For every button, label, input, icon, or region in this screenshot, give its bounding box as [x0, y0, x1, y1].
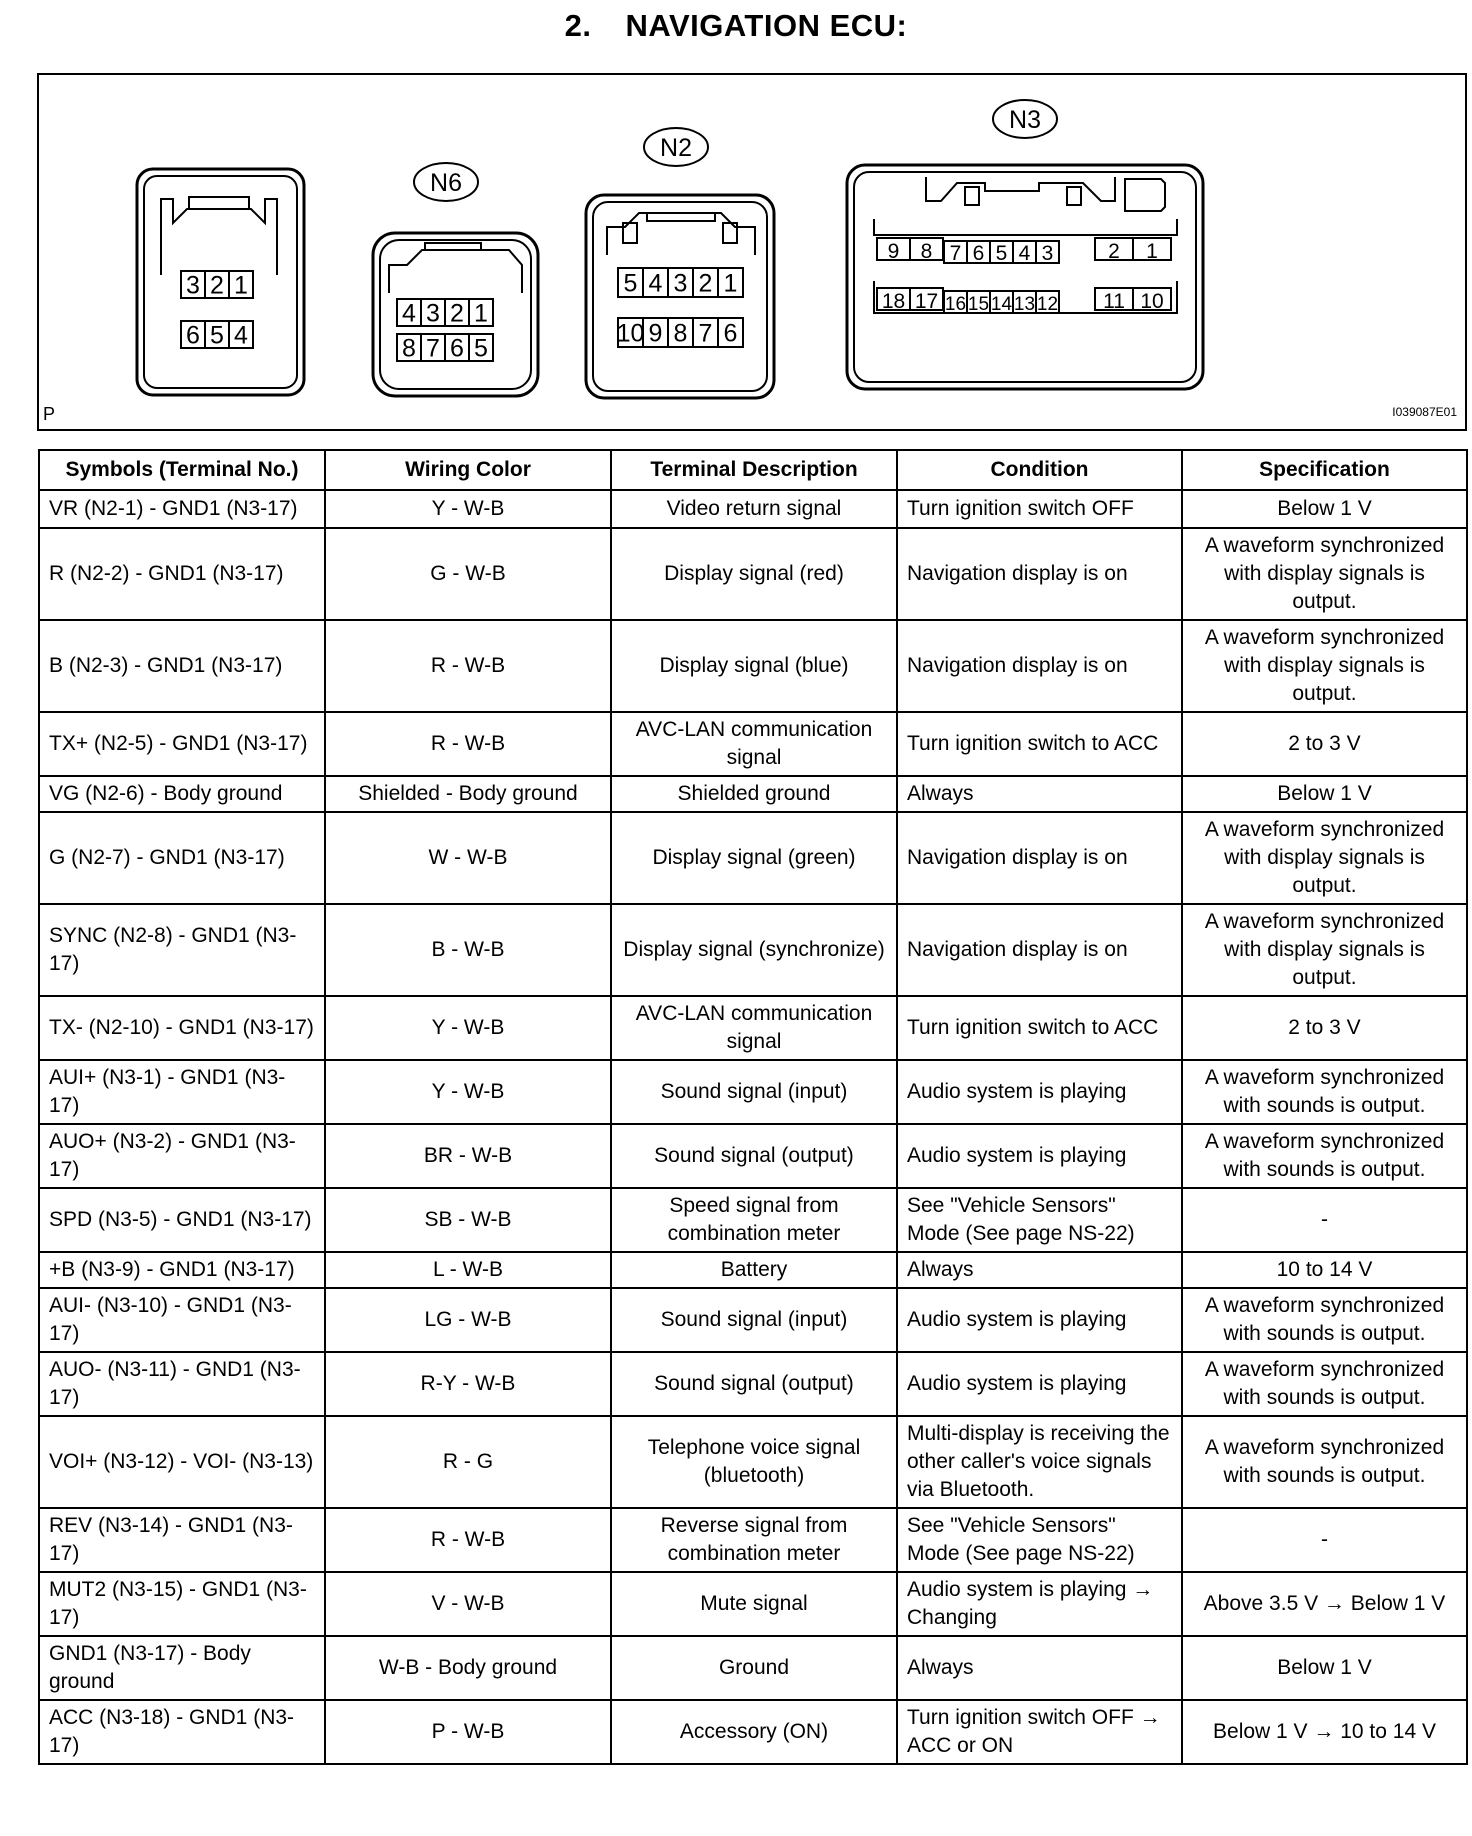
pin-row-top: [397, 299, 493, 328]
corner-label: P: [43, 404, 56, 424]
cell-description: Ground: [611, 1636, 897, 1700]
pin-row-top: [181, 271, 253, 300]
cell-condition: Turn ignition switch to ACC: [897, 712, 1182, 776]
cell-wiring-color: R - W-B: [325, 1508, 611, 1572]
connector-label-n2-oval: [644, 128, 708, 166]
pin-row-bottom: [617, 318, 743, 348]
cell-condition: Navigation display is on: [897, 620, 1182, 712]
cell-specification: 2 to 3 V: [1182, 996, 1467, 1060]
cell-description: Accessory (ON): [611, 1700, 897, 1764]
pin-number: 3: [426, 299, 440, 328]
cell-description: Battery: [611, 1252, 897, 1288]
section-number: 2.: [564, 8, 592, 43]
pin-number: 2: [210, 271, 224, 300]
cell-condition: See "Vehicle Sensors" Mode (See page NS-22): [897, 1188, 1182, 1252]
cell-specification: Below 1 V: [1182, 776, 1467, 812]
cell-specification: A waveform synchronized with sounds is output.: [1182, 1124, 1467, 1188]
pin-number: 7: [949, 242, 962, 265]
cell-symbol: AUO+ (N3-2) - GND1 (N3-17): [39, 1124, 325, 1188]
pin-number: 1: [723, 269, 738, 298]
pin-number: 4: [648, 269, 663, 298]
header-terminal-description: Terminal Description: [611, 450, 897, 490]
pin-number: 7: [426, 334, 440, 363]
cell-symbol: G (N2-7) - GND1 (N3-17): [39, 812, 325, 904]
connector-label: N6: [430, 169, 462, 197]
header-condition: Condition: [897, 450, 1182, 490]
cell-wiring-color: B - W-B: [325, 904, 611, 996]
cell-description: Speed signal from combination meter: [611, 1188, 897, 1252]
section-title: NAVIGATION ECU:: [625, 8, 908, 43]
pin-number: 6: [723, 319, 738, 348]
cell-symbol: SPD (N3-5) - GND1 (N3-17): [39, 1188, 325, 1252]
pin-number: 13: [1013, 294, 1036, 315]
pin-number: 15: [967, 294, 990, 315]
header-symbols: Symbols (Terminal No.): [39, 450, 325, 490]
pin-number: 14: [990, 294, 1013, 315]
pin-number: 18: [881, 290, 906, 313]
cell-symbol: VG (N2-6) - Body ground: [39, 776, 325, 812]
pin-number: 3: [186, 271, 200, 300]
cell-condition: Turn ignition switch OFF → ACC or ON: [897, 1700, 1182, 1764]
header-specification: Specification: [1182, 450, 1467, 490]
connector-label-n6-oval: [414, 163, 478, 201]
table-row: [39, 1416, 1467, 1508]
pin-number: 8: [920, 240, 933, 263]
cell-specification: Above 3.5 V → Below 1 V: [1182, 1572, 1467, 1636]
cell-wiring-color: LG - W-B: [325, 1288, 611, 1352]
pin-number: 11: [1103, 290, 1125, 313]
pin-number: 10: [1140, 290, 1164, 313]
cell-specification: 2 to 3 V: [1182, 712, 1467, 776]
pin-number: 7: [698, 319, 713, 348]
cell-specification: A waveform synchronized with sounds is output.: [1182, 1060, 1467, 1124]
table-row: [39, 1188, 1467, 1252]
connector-n3-housing: [847, 165, 1203, 389]
cell-description: Sound signal (output): [611, 1124, 897, 1188]
n3-pins-bottom-left: [877, 288, 943, 313]
cell-condition: Audio system is playing: [897, 1124, 1182, 1188]
cell-wiring-color: W-B - Body ground: [325, 1636, 611, 1700]
cell-condition: Navigation display is on: [897, 904, 1182, 996]
cell-specification: A waveform synchronized with display signals is output.: [1182, 620, 1467, 712]
pin-number: 2: [1108, 240, 1120, 263]
pin-number: 17: [914, 290, 939, 313]
cell-condition: Always: [897, 1252, 1182, 1288]
cell-condition: See "Vehicle Sensors" Mode (See page NS-22): [897, 1508, 1182, 1572]
cell-description: Sound signal (input): [611, 1288, 897, 1352]
table-row: [39, 1060, 1467, 1124]
table-row: [39, 1572, 1467, 1636]
cell-condition: Always: [897, 1636, 1182, 1700]
cell-condition: Audio system is playing: [897, 1060, 1182, 1124]
cell-symbol: TX- (N2-10) - GND1 (N3-17): [39, 996, 325, 1060]
cell-description: Display signal (blue): [611, 620, 897, 712]
connector-drawing: [39, 75, 1465, 429]
table-row: [39, 620, 1467, 712]
pin-number: 12: [1036, 294, 1059, 315]
cell-wiring-color: Y - W-B: [325, 1060, 611, 1124]
cell-description: Shielded ground: [611, 776, 897, 812]
pin-number: 3: [1041, 242, 1054, 265]
pin-number: 6: [450, 334, 464, 363]
cell-description: Mute signal: [611, 1572, 897, 1636]
cell-condition: Audio system is playing: [897, 1288, 1182, 1352]
cell-symbol: R (N2-2) - GND1 (N3-17): [39, 528, 325, 620]
cell-symbol: AUO- (N3-11) - GND1 (N3-17): [39, 1352, 325, 1416]
cell-symbol: +B (N3-9) - GND1 (N3-17): [39, 1252, 325, 1288]
cell-specification: Below 1 V → 10 to 14 V: [1182, 1700, 1467, 1764]
pin-number: 1: [474, 299, 488, 328]
cell-specification: A waveform synchronized with display signals is output.: [1182, 812, 1467, 904]
cell-symbol: VOI+ (N3-12) - VOI- (N3-13): [39, 1416, 325, 1508]
page-title: [0, 8, 1472, 44]
pin-number: 10: [616, 319, 645, 348]
image-code: I039087E01: [1392, 405, 1457, 419]
pin-number: 2: [450, 299, 464, 328]
cell-specification: -: [1182, 1188, 1467, 1252]
pin-number: 5: [474, 334, 488, 363]
table-row: [39, 1124, 1467, 1188]
pin-row-bottom: [397, 334, 493, 363]
cell-condition: Navigation display is on: [897, 528, 1182, 620]
table-row: [39, 996, 1467, 1060]
cell-specification: -: [1182, 1508, 1467, 1572]
cell-description: AVC-LAN communication signal: [611, 712, 897, 776]
cell-description: Display signal (synchronize): [611, 904, 897, 996]
n3-pins-top-left: [877, 238, 943, 263]
pin-number: 9: [887, 240, 900, 263]
cell-wiring-color: L - W-B: [325, 1252, 611, 1288]
pin-number: 9: [648, 319, 663, 348]
connector-n3-housing-inner: [854, 172, 1196, 382]
cell-symbol: B (N2-3) - GND1 (N3-17): [39, 620, 325, 712]
pin-number: 6: [186, 321, 200, 350]
cell-wiring-color: G - W-B: [325, 528, 611, 620]
cell-symbol: GND1 (N3-17) - Body ground: [39, 1636, 325, 1700]
pin-number: 5: [995, 242, 1008, 265]
cell-condition: Audio system is playing → Changing: [897, 1572, 1182, 1636]
pin-number: 2: [698, 269, 713, 298]
cell-wiring-color: R - W-B: [325, 620, 611, 712]
table-row: [39, 904, 1467, 996]
cell-condition: Multi-display is receiving the other caller's voice signals via Bluetooth.: [897, 1416, 1182, 1508]
cell-condition: Turn ignition switch to ACC: [897, 996, 1182, 1060]
cell-wiring-color: Y - W-B: [325, 490, 611, 528]
pin-number: 4: [1018, 242, 1031, 265]
n3-pins-bottom-middle: [944, 291, 1059, 315]
cell-symbol: REV (N3-14) - GND1 (N3-17): [39, 1508, 325, 1572]
table-row: [39, 1636, 1467, 1700]
cell-wiring-color: R - G: [325, 1416, 611, 1508]
connector-label: N2: [660, 134, 692, 162]
table-row: [39, 490, 1467, 528]
cell-specification: A waveform synchronized with display signals is output.: [1182, 904, 1467, 996]
cell-description: Reverse signal from combination meter: [611, 1508, 897, 1572]
n3-pins-top-middle: [944, 241, 1059, 265]
cell-symbol: MUT2 (N3-15) - GND1 (N3-17): [39, 1572, 325, 1636]
cell-wiring-color: V - W-B: [325, 1572, 611, 1636]
cell-symbol: SYNC (N2-8) - GND1 (N3-17): [39, 904, 325, 996]
cell-specification: A waveform synchronized with sounds is output.: [1182, 1352, 1467, 1416]
cell-description: Display signal (red): [611, 528, 897, 620]
pin-number: 5: [623, 269, 638, 298]
pin-row-bottom: [181, 321, 253, 350]
table-row: [39, 776, 1467, 812]
pin-number: 4: [234, 321, 248, 350]
cell-wiring-color: P - W-B: [325, 1700, 611, 1764]
cell-wiring-color: R-Y - W-B: [325, 1352, 611, 1416]
cell-specification: A waveform synchronized with display signals is output.: [1182, 528, 1467, 620]
cell-condition: Turn ignition switch OFF: [897, 490, 1182, 528]
cell-wiring-color: SB - W-B: [325, 1188, 611, 1252]
pin-number: 8: [673, 319, 688, 348]
cell-specification: Below 1 V: [1182, 1636, 1467, 1700]
cell-wiring-color: BR - W-B: [325, 1124, 611, 1188]
pin-number: 1: [1146, 240, 1158, 263]
cell-specification: A waveform synchronized with sounds is output.: [1182, 1416, 1467, 1508]
n3-pins-top-right: [1095, 238, 1171, 263]
cell-symbol: TX+ (N2-5) - GND1 (N3-17): [39, 712, 325, 776]
header-wiring-color: Wiring Color: [325, 450, 611, 490]
cell-symbol: VR (N2-1) - GND1 (N3-17): [39, 490, 325, 528]
cell-wiring-color: R - W-B: [325, 712, 611, 776]
connector-diagram: [37, 73, 1467, 431]
connector-label-n3-oval: [993, 100, 1057, 138]
pin-number: 5: [210, 321, 224, 350]
pin-number: 1: [234, 271, 248, 300]
table-header-row: [39, 450, 1467, 490]
table-row: [39, 812, 1467, 904]
cell-condition: Always: [897, 776, 1182, 812]
pin-number: 16: [944, 294, 967, 315]
connector-label: N3: [1009, 106, 1041, 134]
pin-number: 8: [402, 334, 416, 363]
table-row: [39, 1288, 1467, 1352]
table-row: [39, 528, 1467, 620]
cell-symbol: AUI- (N3-10) - GND1 (N3-17): [39, 1288, 325, 1352]
table-row: [39, 1352, 1467, 1416]
table-row: [39, 1508, 1467, 1572]
cell-wiring-color: Shielded - Body ground: [325, 776, 611, 812]
cell-specification: A waveform synchronized with sounds is output.: [1182, 1288, 1467, 1352]
cell-description: Video return signal: [611, 490, 897, 528]
cell-wiring-color: Y - W-B: [325, 996, 611, 1060]
cell-specification: Below 1 V: [1182, 490, 1467, 528]
cell-description: AVC-LAN communication signal: [611, 996, 897, 1060]
table-row: [39, 712, 1467, 776]
table-row: [39, 1700, 1467, 1764]
cell-condition: Navigation display is on: [897, 812, 1182, 904]
n3-pins-bottom-right: [1095, 288, 1171, 313]
cell-description: Sound signal (input): [611, 1060, 897, 1124]
cell-description: Display signal (green): [611, 812, 897, 904]
pin-row-top: [618, 268, 743, 298]
terminal-spec-table: [38, 449, 1468, 1765]
cell-condition: Audio system is playing: [897, 1352, 1182, 1416]
cell-description: Sound signal (output): [611, 1352, 897, 1416]
cell-symbol: ACC (N3-18) - GND1 (N3-17): [39, 1700, 325, 1764]
pin-number: 4: [402, 299, 416, 328]
cell-description: Telephone voice signal (bluetooth): [611, 1416, 897, 1508]
table-row: [39, 1252, 1467, 1288]
pin-number: 3: [673, 269, 688, 298]
cell-wiring-color: W - W-B: [325, 812, 611, 904]
cell-specification: 10 to 14 V: [1182, 1252, 1467, 1288]
pin-number: 6: [972, 242, 985, 265]
cell-symbol: AUI+ (N3-1) - GND1 (N3-17): [39, 1060, 325, 1124]
